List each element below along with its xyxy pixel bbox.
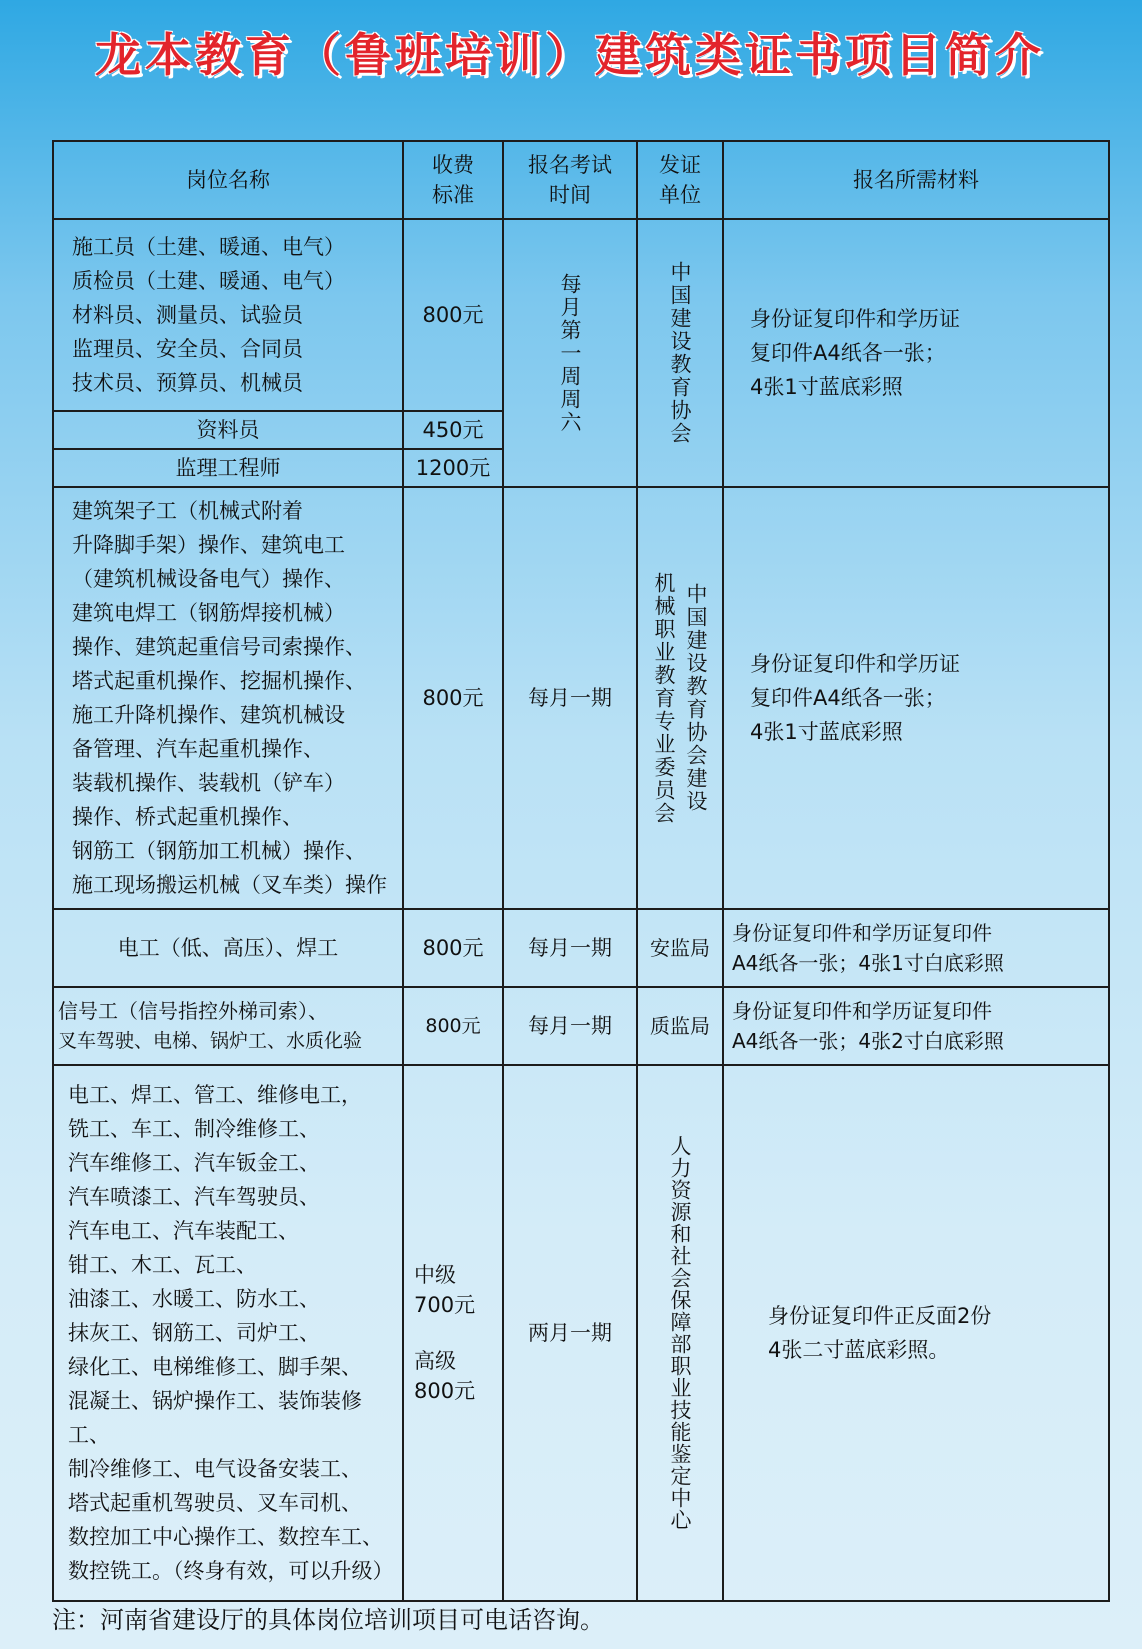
issuer-cell: 中国建设教育协会 — [637, 219, 723, 487]
job-line: 汽车维修工、汽车钣金工、 — [68, 1151, 320, 1175]
schedule-cell: 每月一期 — [503, 909, 637, 987]
header-materials: 报名所需材料 — [723, 141, 1109, 219]
material-line: 4张二寸蓝底彩照。 — [768, 1338, 950, 1362]
schedule-cell: 两月一期 — [503, 1065, 637, 1601]
materials-cell — [723, 487, 1109, 909]
job-line: 操作、建筑起重信号司索操作、 — [72, 635, 366, 659]
job-line: 质检员（土建、暖通、电气） — [72, 269, 345, 293]
jobs-cell: 监理工程师 — [53, 449, 403, 487]
fee-high-label: 高级 — [414, 1349, 456, 1373]
issuer-column: 机械职业教育专业委员会 — [652, 571, 676, 825]
job-line: 建筑架子工（机械式附着 — [72, 499, 303, 523]
material-line: 身份证复印件和学历证 — [750, 652, 960, 676]
table-row — [53, 219, 1109, 411]
fee-cell: 1200元 — [403, 449, 503, 487]
table-row — [53, 1065, 1109, 1601]
jobs-cell — [53, 1065, 403, 1601]
issuer-column: 中国建设教育协会建设 — [684, 583, 708, 813]
fee-cell: 800元 — [403, 987, 503, 1065]
job-line: 铣工、车工、制冷维修工、 — [68, 1117, 320, 1141]
header-fee: 收费标准 — [403, 141, 503, 219]
page-title: 龙本教育（鲁班培训）建筑类证书项目简介 — [95, 28, 1045, 82]
material-line: 身份证复印件和学历证 — [750, 307, 960, 331]
table-row — [53, 987, 1109, 1065]
job-line: 钢筋工（钢筋加工机械）操作、 — [72, 839, 366, 863]
header-issuer: 发证单位 — [637, 141, 723, 219]
material-line: 4张1寸蓝底彩照 — [750, 375, 903, 399]
header-position: 岗位名称 — [53, 141, 403, 219]
job-line: 技术员、预算员、机械员 — [72, 371, 303, 395]
material-line: 4张1寸蓝底彩照 — [750, 720, 903, 744]
table-row — [53, 487, 1109, 909]
material-line: 身份证复印件和学历证复印件 — [732, 999, 992, 1023]
schedule-cell: 每月第一周周六 — [503, 219, 637, 487]
materials-cell — [723, 909, 1109, 987]
materials-cell — [723, 1065, 1109, 1601]
job-line: 施工现场搬运机械（叉车类）操作 — [72, 873, 387, 897]
job-line: 混凝土、锅炉操作工、装饰装修工、 — [68, 1389, 362, 1447]
job-line: 抹灰工、钢筋工、司炉工、 — [68, 1321, 320, 1345]
schedule-cell: 每月一期 — [503, 487, 637, 909]
fee-cell: 800元 — [403, 219, 503, 411]
fee-cell — [403, 1065, 503, 1601]
job-line: 升降脚手架）操作、建筑电工 — [72, 533, 345, 557]
materials-cell — [723, 219, 1109, 487]
job-line: 汽车电工、汽车装配工、 — [68, 1219, 299, 1243]
fee-mid-label: 中级 — [414, 1263, 456, 1287]
job-line: 建筑电焊工（钢筋焊接机械） — [72, 601, 345, 625]
job-line: 材料员、测量员、试验员 — [72, 303, 303, 327]
job-line: （建筑机械设备电气）操作、 — [72, 567, 345, 591]
header-schedule: 报名考试时间 — [503, 141, 637, 219]
job-line: 汽车喷漆工、汽车驾驶员、 — [68, 1185, 320, 1209]
job-line: 装载机操作、装载机（铲车） — [72, 771, 345, 795]
fee-mid-value: 700元 — [414, 1293, 476, 1317]
jobs-cell: 资料员 — [53, 411, 403, 449]
schedule-cell: 每月一期 — [503, 987, 637, 1065]
table-row — [53, 909, 1109, 987]
job-line: 操作、桥式起重机操作、 — [72, 805, 303, 829]
job-line: 数控加工中心操作工、数控车工、 — [68, 1525, 383, 1549]
job-line: 绿化工、电梯维修工、脚手架、 — [68, 1355, 362, 1379]
material-line: 复印件A4纸各一张； — [750, 686, 946, 710]
materials-cell — [723, 987, 1109, 1065]
footnote: 注：河南省建设厅的具体岗位培训项目可电话咨询。 — [52, 1606, 604, 1634]
fee-cell: 800元 — [403, 487, 503, 909]
fee-high-value: 800元 — [414, 1379, 476, 1403]
job-line: 塔式起重机驾驶员、叉车司机、 — [68, 1491, 362, 1515]
issuer-cell: 人力资源和社会保障部职业技能鉴定中心 — [637, 1065, 723, 1601]
issuer-cell: 质监局 — [637, 987, 723, 1065]
material-line: 身份证复印件和学历证复印件 — [732, 921, 992, 945]
job-line: 信号工（信号指控外梯司索）、 — [58, 999, 328, 1023]
material-line: A4纸各一张；4张2寸白底彩照 — [732, 1029, 1004, 1053]
jobs-cell: 电工（低、高压）、焊工 — [53, 909, 403, 987]
material-line: 复印件A4纸各一张； — [750, 341, 946, 365]
job-line: 钳工、木工、瓦工、 — [68, 1253, 257, 1277]
job-line: 施工升降机操作、建筑机械设 — [72, 703, 345, 727]
job-line: 油漆工、水暖工、防水工、 — [68, 1287, 320, 1311]
job-line: 施工员（土建、暖通、电气） — [72, 235, 345, 259]
job-line: 制冷维修工、电气设备安装工、 — [68, 1457, 362, 1481]
material-line: 身份证复印件正反面2份 — [768, 1304, 992, 1328]
jobs-cell — [53, 987, 403, 1065]
fee-cell: 450元 — [403, 411, 503, 449]
issuer-cell: 安监局 — [637, 909, 723, 987]
material-line: A4纸各一张；4张1寸白底彩照 — [732, 951, 1004, 975]
fee-cell: 800元 — [403, 909, 503, 987]
jobs-cell — [53, 487, 403, 909]
table-header-row — [53, 141, 1109, 219]
job-line: 数控铣工。（终身有效，可以升级） — [68, 1559, 394, 1583]
job-line: 备管理、汽车起重机操作、 — [72, 737, 324, 761]
job-line: 塔式起重机操作、挖掘机操作、 — [72, 669, 366, 693]
job-line: 监理员、安全员、合同员 — [72, 337, 303, 361]
job-line: 叉车驾驶、电梯、锅炉工、水质化验 — [58, 1030, 363, 1052]
job-line: 电工、焊工、管工、维修电工， — [68, 1083, 362, 1107]
certificate-table — [52, 140, 1110, 1602]
jobs-cell — [53, 219, 403, 411]
issuer-cell — [637, 487, 723, 909]
